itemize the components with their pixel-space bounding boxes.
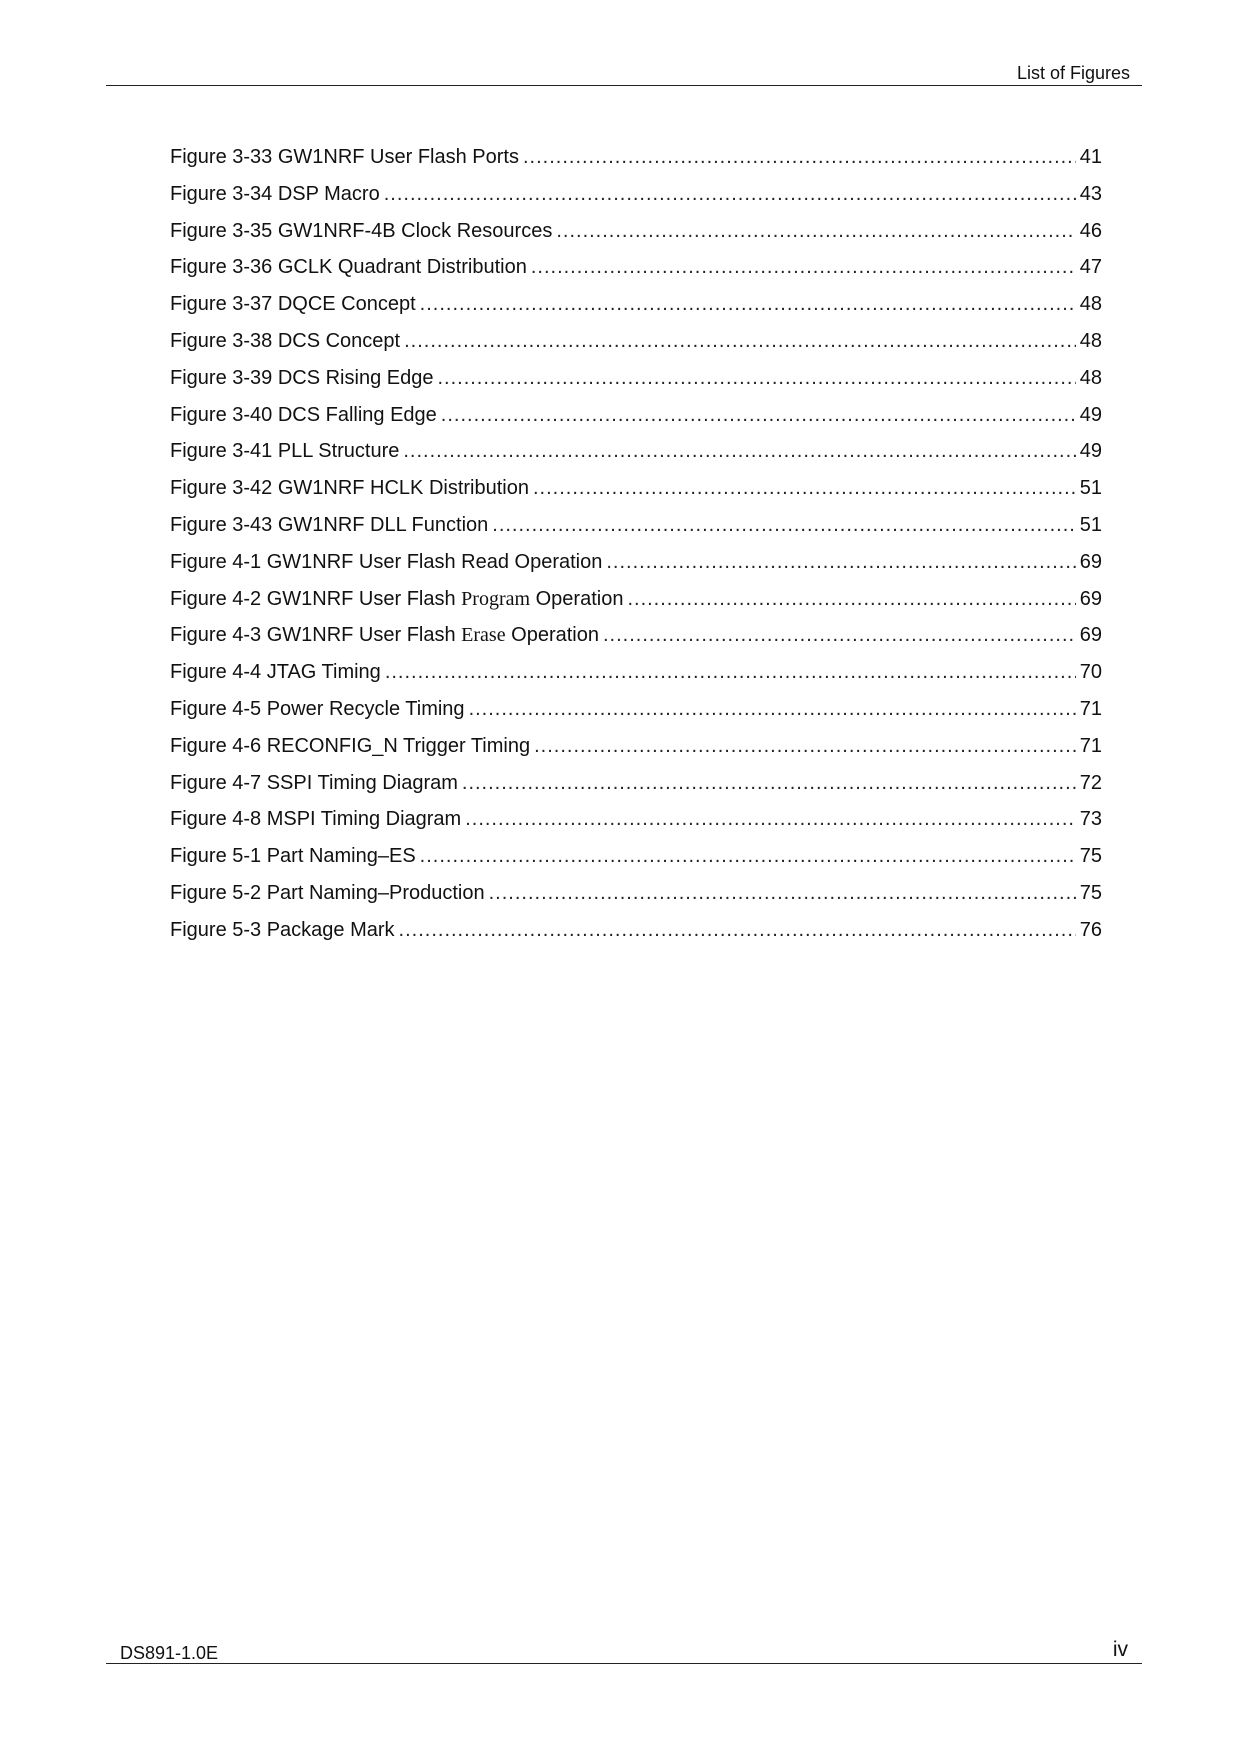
dot-leader <box>384 183 1076 206</box>
toc-entry-page: 43 <box>1079 182 1102 205</box>
dot-leader <box>523 146 1076 169</box>
page-number: iv <box>1112 1638 1128 1661</box>
toc-entry-title-part: Figure 5-2 Part Naming–Production <box>170 881 485 904</box>
toc-entry[interactable] <box>170 220 1102 257</box>
dot-leader <box>385 661 1076 684</box>
toc-entry-title-part: Figure 3-36 GCLK Quadrant Distribution <box>170 256 527 279</box>
toc-entry[interactable] <box>170 661 1102 698</box>
toc-entry-title <box>170 919 395 942</box>
toc-entry-title-part: Figure 4-8 MSPI Timing Diagram <box>170 808 462 831</box>
toc-entry-title-part: Figure 3-34 DSP Macro <box>170 182 380 205</box>
toc-entry-title <box>170 808 461 831</box>
dot-leader <box>534 735 1076 758</box>
toc-entry-title-part: Figure 5-1 Part Naming–ES <box>170 845 416 868</box>
toc-entry[interactable] <box>170 845 1102 882</box>
dot-leader <box>420 845 1076 868</box>
toc-entry-title-part: Operation <box>530 587 624 610</box>
dot-leader <box>533 477 1076 500</box>
dot-leader <box>420 293 1076 316</box>
dot-leader <box>531 256 1076 279</box>
toc-entry-page: 75 <box>1079 845 1102 868</box>
dot-leader <box>399 919 1076 942</box>
toc-entry-page: 49 <box>1079 403 1102 426</box>
toc-entry[interactable] <box>170 256 1102 293</box>
toc-entry-title-part: Figure 3-41 PLL Structure <box>170 440 400 463</box>
toc-entry-title <box>170 551 602 574</box>
toc-entry-title-part: Figure 4-2 GW1NRF User Flash <box>170 587 462 610</box>
toc-entry[interactable] <box>170 440 1102 477</box>
toc-entry[interactable] <box>170 772 1102 809</box>
toc-entry-title <box>170 514 488 537</box>
toc-entry-title <box>170 882 485 905</box>
toc-entry-title <box>170 735 530 758</box>
toc-entry[interactable] <box>170 919 1102 956</box>
toc-entry-page: 48 <box>1079 366 1102 389</box>
toc-entry-title <box>170 624 599 647</box>
toc-entry-page: 69 <box>1079 587 1102 610</box>
toc-entry-title-part: Program <box>461 587 531 610</box>
dot-leader <box>404 330 1076 353</box>
toc-entry[interactable] <box>170 624 1102 661</box>
toc-entry[interactable] <box>170 293 1102 330</box>
toc-entry-page: 76 <box>1079 918 1102 941</box>
toc-entry-title-part: Figure 5-3 Package Mark <box>170 918 395 941</box>
toc-entry[interactable] <box>170 808 1102 845</box>
toc-entry-title <box>170 588 623 611</box>
toc-entry[interactable] <box>170 367 1102 404</box>
toc-entry-title <box>170 293 416 316</box>
toc-entry-title-part: Figure 3-33 GW1NRF User Flash Ports <box>170 146 519 168</box>
toc-entry-title-part: Figure 3-38 DCS Concept <box>170 329 401 352</box>
toc-entry-title-part: Figure 4-7 SSPI Timing Diagram <box>170 771 458 794</box>
toc-entry[interactable] <box>170 735 1102 772</box>
dot-leader <box>441 404 1076 427</box>
toc-entry-title-part: Figure 4-1 GW1NRF User Flash Read Operation <box>170 550 603 573</box>
toc-entry-title-part: Figure 3-40 DCS Falling Edge <box>170 403 437 426</box>
toc-entry-page: 48 <box>1079 293 1102 316</box>
toc-entry-title-part: Figure 3-37 DQCE Concept <box>170 293 416 316</box>
toc-entry-title <box>170 367 433 390</box>
dot-leader <box>492 514 1075 537</box>
toc-entry-title <box>170 220 552 243</box>
dot-leader <box>465 808 1076 831</box>
toc-entry[interactable] <box>170 477 1102 514</box>
toc-entry-page: 51 <box>1079 513 1102 536</box>
toc-entry[interactable] <box>170 588 1102 625</box>
toc-entry-title <box>170 183 380 206</box>
dot-leader <box>489 882 1076 905</box>
toc-entry[interactable] <box>170 551 1102 588</box>
toc-entry-title <box>170 477 529 500</box>
toc-entry[interactable] <box>170 183 1102 220</box>
toc-entry[interactable] <box>170 514 1102 551</box>
toc-entry[interactable] <box>170 146 1102 183</box>
page-footer <box>106 1638 1142 1664</box>
toc-entry-page: 41 <box>1079 146 1102 168</box>
dot-leader <box>603 624 1076 647</box>
toc-entry-page: 69 <box>1079 624 1102 647</box>
toc-entry-title <box>170 661 381 684</box>
toc-entry-title <box>170 440 399 463</box>
dot-leader <box>469 698 1076 721</box>
toc-entry[interactable] <box>170 330 1102 367</box>
toc-entry-page: 71 <box>1079 734 1102 757</box>
toc-entry-title-part: Figure 4-3 GW1NRF User Flash <box>170 624 462 647</box>
toc-entry[interactable] <box>170 404 1102 441</box>
toc-entry-title <box>170 772 458 795</box>
toc-entry-page: 49 <box>1079 440 1102 463</box>
dot-leader <box>556 220 1075 243</box>
toc-entry-title-part: Figure 4-4 JTAG Timing <box>170 661 381 684</box>
toc-entry-title-part: Figure 3-39 DCS Rising Edge <box>170 366 434 389</box>
toc-entry-page: 48 <box>1079 329 1102 352</box>
toc-entry-title-part: Figure 3-42 GW1NRF HCLK Distribution <box>170 477 529 500</box>
document-id: DS891-1.0E <box>120 1643 219 1663</box>
toc-entry-title-part: Operation <box>505 624 599 647</box>
toc-entry-page: 71 <box>1079 697 1102 720</box>
toc-entry[interactable] <box>170 882 1102 919</box>
toc-entry-page: 70 <box>1079 661 1102 684</box>
toc-entry-page: 47 <box>1079 256 1102 279</box>
toc-entry-page: 51 <box>1079 477 1102 500</box>
toc-entry-page: 73 <box>1079 808 1102 831</box>
toc-entry-title-part: Erase <box>461 624 506 647</box>
toc-entry-title-part: Figure 3-43 GW1NRF DLL Function <box>170 513 489 536</box>
dot-leader <box>627 588 1075 611</box>
toc-entry-title <box>170 146 519 169</box>
toc-entry[interactable] <box>170 698 1102 735</box>
toc-entry-page: 69 <box>1079 550 1102 573</box>
toc-entry-title-part: Figure 3-35 GW1NRF-4B Clock Resources <box>170 219 553 242</box>
header-title: List of Figures <box>1016 63 1130 83</box>
list-of-figures <box>170 146 1102 956</box>
dot-leader <box>403 440 1075 463</box>
toc-entry-title-part: Figure 4-6 RECONFIG_N Trigger Timing <box>170 734 531 757</box>
page-header <box>106 60 1142 86</box>
toc-entry-page: 75 <box>1079 881 1102 904</box>
toc-entry-page: 46 <box>1079 219 1102 242</box>
toc-entry-title <box>170 330 400 353</box>
toc-entry-page: 72 <box>1079 771 1102 794</box>
toc-entry-title-part: Figure 4-5 Power Recycle Timing <box>170 697 465 720</box>
toc-entry-title <box>170 845 416 868</box>
toc-entry-title <box>170 698 465 721</box>
dot-leader <box>437 367 1075 390</box>
dot-leader <box>606 551 1075 574</box>
dot-leader <box>462 772 1076 795</box>
toc-entry-title <box>170 404 437 427</box>
toc-entry-title <box>170 256 527 279</box>
